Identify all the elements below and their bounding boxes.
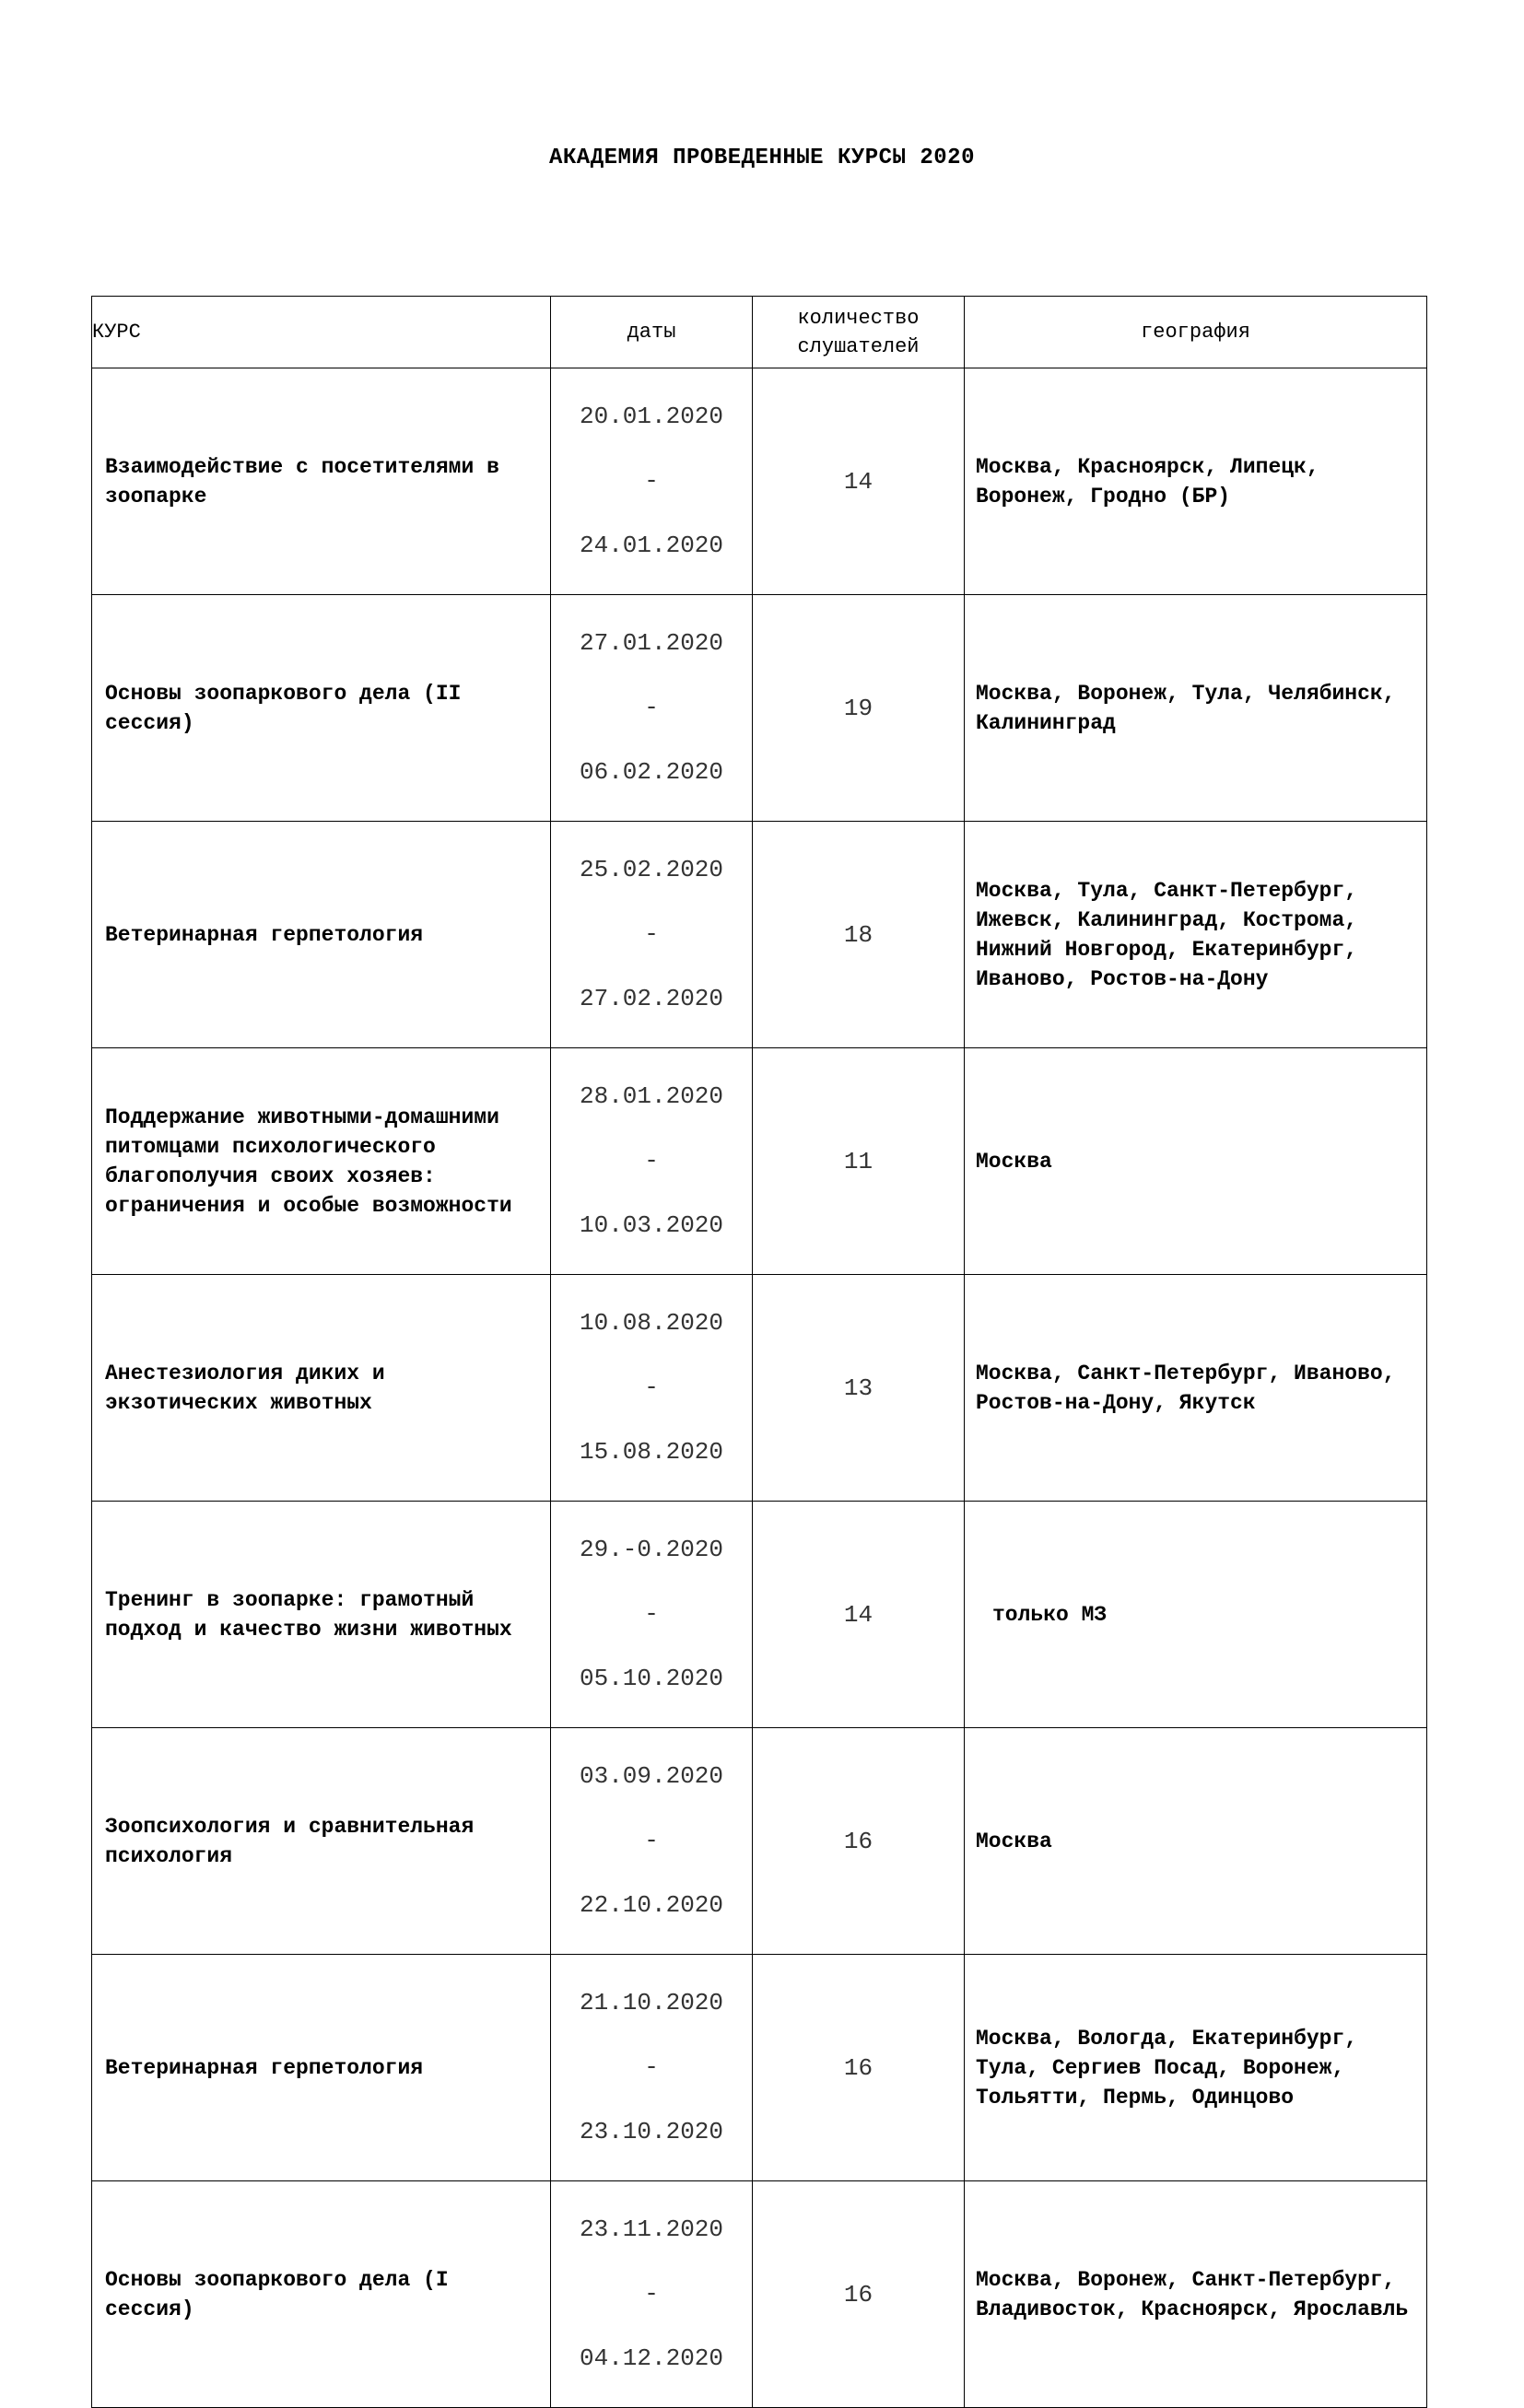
date-start: 27.01.2020 — [579, 629, 724, 657]
course-geography: Москва, Вологда, Екатеринбург, Тула, Сергиев Посад, Воронеж, Тольятти, Пермь, Одинцово — [965, 1955, 1427, 2181]
listener-count: 16 — [753, 1955, 965, 2181]
course-name: Ветеринарная герпетология — [92, 1955, 551, 2181]
course-dates — [551, 822, 753, 1048]
course-name: Основы зоопаркового дела (II сессия) — [92, 595, 551, 822]
courses-table — [91, 296, 1427, 2408]
date-end: 24.01.2020 — [579, 532, 724, 559]
table-row — [92, 1502, 1427, 1728]
date-separator: - — [644, 920, 659, 948]
date-separator: - — [644, 694, 659, 721]
date-end: 22.10.2020 — [579, 1891, 724, 1919]
date-end: 10.03.2020 — [579, 1211, 724, 1239]
listener-count: 11 — [753, 1048, 965, 1275]
table-row — [92, 1048, 1427, 1275]
header-count: количество слушателей — [753, 297, 965, 368]
course-name: Анестезиология диких и экзотических животных — [92, 1275, 551, 1502]
date-separator: - — [644, 1147, 659, 1175]
course-name: Тренинг в зоопарке: грамотный подход и качество жизни животных — [92, 1502, 551, 1728]
date-start: 23.11.2020 — [579, 2215, 724, 2243]
course-dates — [551, 1048, 753, 1275]
course-name: Ветеринарная герпетология — [92, 822, 551, 1048]
course-name: Основы зоопаркового дела (I сессия) — [92, 2181, 551, 2408]
listener-count: 14 — [753, 1502, 965, 1728]
table-row — [92, 1275, 1427, 1502]
date-start: 21.10.2020 — [579, 1989, 724, 2016]
course-dates — [551, 595, 753, 822]
date-separator: - — [644, 1827, 659, 1854]
course-dates — [551, 1728, 753, 1955]
listener-count: 16 — [753, 2181, 965, 2408]
course-geography: Москва, Тула, Санкт-Петербург, Ижевск, Калининград, Кострома, Нижний Новгород, Екатеринбург, Иваново, Ростов-на-Дону — [965, 822, 1427, 1048]
date-separator: - — [644, 2053, 659, 2081]
date-end: 06.02.2020 — [579, 758, 724, 786]
table-header-row — [92, 297, 1427, 368]
header-geography: география — [965, 297, 1427, 368]
course-name: Зоопсихология и сравнительная психология — [92, 1728, 551, 1955]
course-geography: Москва — [965, 1728, 1427, 1955]
date-start: 20.01.2020 — [579, 403, 724, 430]
date-start: 28.01.2020 — [579, 1082, 724, 1110]
date-separator: - — [644, 1600, 659, 1628]
date-separator: - — [644, 467, 659, 495]
date-end: 23.10.2020 — [579, 2118, 724, 2145]
date-end: 05.10.2020 — [579, 1665, 724, 1692]
course-name: Взаимодействие с посетителями в зоопарке — [92, 368, 551, 595]
course-geography: Москва, Воронеж, Тула, Челябинск, Калининград — [965, 595, 1427, 822]
listener-count: 14 — [753, 368, 965, 595]
listener-count: 13 — [753, 1275, 965, 1502]
course-geography: Москва, Красноярск, Липецк, Воронеж, Гродно (БР) — [965, 368, 1427, 595]
listener-count: 18 — [753, 822, 965, 1048]
course-dates — [551, 1275, 753, 1502]
course-dates — [551, 368, 753, 595]
document-title: АКАДЕМИЯ ПРОВЕДЕННЫЕ КУРСЫ 2020 — [549, 146, 975, 170]
course-dates — [551, 2181, 753, 2408]
table-row — [92, 822, 1427, 1048]
date-start: 29.-0.2020 — [579, 1536, 724, 1563]
course-dates — [551, 1955, 753, 2181]
table-row — [92, 1728, 1427, 1955]
course-dates — [551, 1502, 753, 1728]
date-separator: - — [644, 1373, 659, 1401]
listener-count: 19 — [753, 595, 965, 822]
table-row — [92, 1955, 1427, 2181]
listener-count: 16 — [753, 1728, 965, 1955]
course-geography: Москва, Санкт-Петербург, Иваново, Ростов-на-Дону, Якутск — [965, 1275, 1427, 1502]
date-separator: - — [644, 2280, 659, 2308]
date-end: 15.08.2020 — [579, 1438, 724, 1466]
course-name: Поддержание животными-домашними питомцами психологического благополучия своих хозяев: ограничения и особые возможности — [92, 1048, 551, 1275]
course-geography: только МЗ — [965, 1502, 1427, 1728]
course-geography: Москва, Воронеж, Санкт-Петербург, Владивосток, Красноярск, Ярославль — [965, 2181, 1427, 2408]
header-dates: даты — [551, 297, 753, 368]
date-end: 27.02.2020 — [579, 985, 724, 1012]
date-start: 10.08.2020 — [579, 1309, 724, 1337]
course-geography: Москва — [965, 1048, 1427, 1275]
date-start: 03.09.2020 — [579, 1762, 724, 1790]
table-row — [92, 2181, 1427, 2408]
date-end: 04.12.2020 — [579, 2344, 724, 2372]
table-row — [92, 595, 1427, 822]
date-start: 25.02.2020 — [579, 856, 724, 883]
header-course: КУРС — [92, 297, 551, 368]
table-row — [92, 368, 1427, 595]
